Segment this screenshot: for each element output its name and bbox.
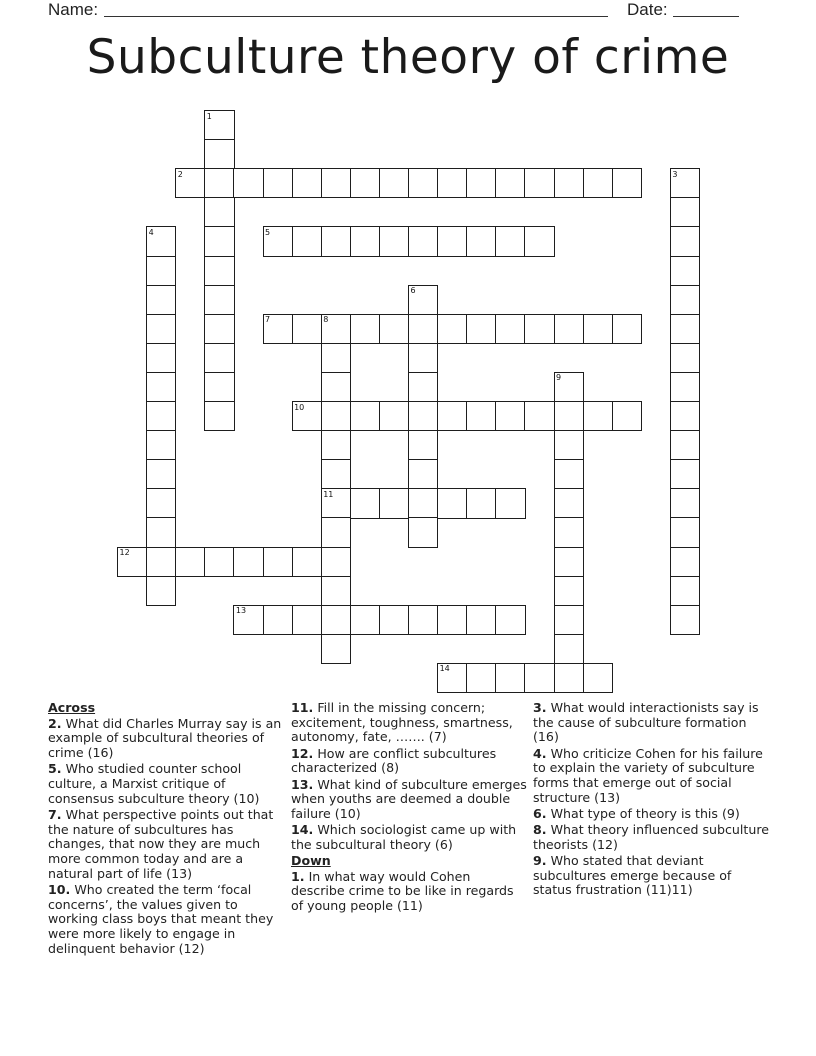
clue-across-14: 14. Which sociologist came up with the subcultural theory (6) xyxy=(291,822,517,852)
grid-cell[interactable] xyxy=(437,488,467,518)
grid-cell[interactable] xyxy=(204,343,234,373)
clue-number: 5 xyxy=(265,227,271,237)
clue-across-13: 13. What kind of subculture emerges when youths are deemed a double failure (10) xyxy=(291,776,527,821)
grid-cell[interactable] xyxy=(554,517,584,547)
grid-cell[interactable] xyxy=(233,168,263,198)
grid-cell[interactable] xyxy=(146,401,176,431)
grid-cell[interactable] xyxy=(554,634,584,664)
grid-cell[interactable] xyxy=(263,168,293,198)
grid-cell[interactable] xyxy=(146,343,176,373)
grid-cell[interactable] xyxy=(612,401,642,431)
down-heading: Down xyxy=(291,853,331,869)
grid-cell[interactable] xyxy=(437,168,467,198)
grid-cell[interactable] xyxy=(175,547,205,577)
grid-cell[interactable] xyxy=(670,459,700,489)
clue-number: 2 xyxy=(177,169,183,179)
grid-cell[interactable] xyxy=(466,401,496,431)
grid-cell[interactable] xyxy=(495,314,525,344)
grid-cell[interactable] xyxy=(204,372,234,402)
grid-cell[interactable] xyxy=(554,605,584,635)
grid-cell[interactable] xyxy=(146,488,176,518)
grid-cell[interactable] xyxy=(146,256,176,286)
grid-cell[interactable] xyxy=(612,314,642,344)
grid-cell[interactable] xyxy=(321,401,351,431)
grid-cell[interactable] xyxy=(583,168,613,198)
clue-number: 9 xyxy=(556,373,562,383)
clue-across-2: 2. What did Charles Murray say is an example of subcultural theories of crime (16) xyxy=(48,715,282,761)
page-title: Subculture theory of crime xyxy=(86,30,730,85)
grid-cell[interactable] xyxy=(583,314,613,344)
grid-cell[interactable] xyxy=(379,488,409,518)
grid-cell[interactable] xyxy=(204,168,234,198)
grid-cell[interactable] xyxy=(670,314,700,344)
grid-cell[interactable] xyxy=(495,488,525,518)
clue-number: 10 xyxy=(294,402,305,412)
grid-cell[interactable] xyxy=(146,547,176,577)
clue-number: 1 xyxy=(206,111,212,121)
grid-cell[interactable] xyxy=(408,430,438,460)
grid-cell[interactable] xyxy=(408,517,438,547)
grid-cell[interactable] xyxy=(292,547,322,577)
grid-cell[interactable] xyxy=(554,401,584,431)
grid-cell[interactable] xyxy=(466,314,496,344)
grid-cell[interactable] xyxy=(437,605,467,635)
grid-cell[interactable] xyxy=(379,226,409,256)
clue-number: 11 xyxy=(323,489,334,499)
clue-across-7: 7. What perspective points out that the nature of subcultures has changes, that now they are much more common today and are a natural part of life (13) xyxy=(48,806,274,881)
grid-cell[interactable] xyxy=(554,459,584,489)
clue-across-10: 10. Who created the term ‘focal concerns’, the values given to working class boys that meant they were more likely to engage in delinquent behavior (12) xyxy=(48,881,274,956)
clue-across-12: 12. How are conflict subcultures characterized (8) xyxy=(291,745,497,776)
grid-cell[interactable] xyxy=(670,488,700,518)
grid-cell[interactable] xyxy=(146,430,176,460)
grid-cell[interactable] xyxy=(204,197,234,227)
clue-down-3: 3. What would interactionists say is the cause of subculture formation (16) xyxy=(533,700,759,745)
grid-cell[interactable] xyxy=(670,605,700,635)
grid-cell[interactable] xyxy=(437,314,467,344)
grid-cell[interactable] xyxy=(146,314,176,344)
date-label: Date: xyxy=(627,0,668,19)
clues-column-1 xyxy=(48,701,284,958)
grid-cell[interactable] xyxy=(495,226,525,256)
grid-cell[interactable] xyxy=(292,226,322,256)
grid-cell[interactable] xyxy=(321,547,351,577)
grid-cell[interactable] xyxy=(379,168,409,198)
grid-cell[interactable] xyxy=(437,401,467,431)
grid-cell[interactable] xyxy=(670,372,700,402)
grid-cell[interactable] xyxy=(437,226,467,256)
clue-down-6: 6. What type of theory is this (9) xyxy=(533,805,740,821)
grid-cell[interactable] xyxy=(495,605,525,635)
grid-cell[interactable] xyxy=(466,605,496,635)
grid-cell[interactable] xyxy=(321,168,351,198)
grid-cell[interactable] xyxy=(204,547,234,577)
grid-cell[interactable] xyxy=(670,517,700,547)
grid-cell[interactable] xyxy=(350,226,380,256)
grid-cell[interactable] xyxy=(670,430,700,460)
grid-cell[interactable] xyxy=(408,372,438,402)
grid-cell[interactable] xyxy=(408,226,438,256)
grid-cell[interactable] xyxy=(554,488,584,518)
clue-number: 12 xyxy=(119,548,130,557)
grid-cell[interactable] xyxy=(524,168,554,198)
grid-cell[interactable] xyxy=(292,605,322,635)
clue-down-8: 8. What theory influenced subculture theorists (12) xyxy=(533,822,769,852)
grid-cell[interactable] xyxy=(554,430,584,460)
grid-cell[interactable] xyxy=(292,168,322,198)
clue-number: 7 xyxy=(265,315,271,325)
grid-cell[interactable] xyxy=(670,197,700,227)
grid-cell[interactable] xyxy=(524,226,554,256)
grid-cell[interactable] xyxy=(524,401,554,431)
grid-cell[interactable] xyxy=(321,605,351,635)
grid-cell[interactable] xyxy=(379,605,409,635)
grid-cell[interactable] xyxy=(554,314,584,344)
grid-cell[interactable] xyxy=(204,285,234,315)
across-heading: Across xyxy=(48,700,96,715)
grid-cell[interactable] xyxy=(146,285,176,315)
grid-cell[interactable] xyxy=(408,343,438,373)
grid-cell[interactable] xyxy=(263,605,293,635)
clue-down-4: 4. Who criticize Cohen for his failure to explain the variety of subculture forms that emerge out of social structure (13) xyxy=(533,745,763,805)
clue-number: 8 xyxy=(323,315,329,325)
grid-cell[interactable] xyxy=(524,314,554,344)
grid-cell[interactable] xyxy=(146,372,176,402)
clue-across-11: 11. Fill in the missing concern; excitement, toughness, smartness, autonomy, fate, ……. (7) xyxy=(291,700,513,745)
clue-number: 13 xyxy=(235,606,247,616)
grid-cell[interactable] xyxy=(379,314,409,344)
grid-cell[interactable] xyxy=(466,168,496,198)
grid-cell[interactable] xyxy=(554,576,584,606)
grid-cell[interactable] xyxy=(495,663,525,693)
clue-number: 3 xyxy=(672,169,678,179)
grid-cell[interactable] xyxy=(321,226,351,256)
grid-cell[interactable] xyxy=(321,634,351,664)
grid-cell[interactable] xyxy=(554,547,584,577)
grid-cell[interactable] xyxy=(233,547,263,577)
grid-cell[interactable] xyxy=(670,226,700,256)
grid-cell[interactable] xyxy=(204,401,234,431)
grid-cell[interactable] xyxy=(670,256,700,286)
grid-cell[interactable] xyxy=(670,576,700,606)
grid-cell[interactable] xyxy=(379,401,409,431)
grid-cell[interactable] xyxy=(670,285,700,315)
grid-cell[interactable] xyxy=(321,576,351,606)
grid-cell[interactable] xyxy=(554,168,584,198)
grid-cell[interactable] xyxy=(350,168,380,198)
grid-cell[interactable] xyxy=(263,547,293,577)
grid-cell[interactable] xyxy=(554,663,584,693)
grid-cell[interactable] xyxy=(408,314,438,344)
grid-cell[interactable] xyxy=(204,256,234,286)
grid-cell[interactable] xyxy=(495,168,525,198)
grid-cell[interactable] xyxy=(350,401,380,431)
name-label: Name: xyxy=(48,0,99,19)
grid-cell[interactable] xyxy=(146,459,176,489)
grid-cell[interactable] xyxy=(350,488,380,518)
clue-number: 14 xyxy=(439,664,450,674)
grid-cell[interactable] xyxy=(408,605,438,635)
grid-cell[interactable] xyxy=(612,168,642,198)
clue-number: 4 xyxy=(148,227,154,237)
grid-cell[interactable] xyxy=(408,459,438,489)
grid-cell[interactable] xyxy=(321,459,351,489)
grid-cell[interactable] xyxy=(204,314,234,344)
grid-cell[interactable] xyxy=(466,226,496,256)
clues-column-2 xyxy=(291,701,527,915)
grid-cell[interactable] xyxy=(408,168,438,198)
grid-cell[interactable] xyxy=(292,314,322,344)
grid-cell[interactable] xyxy=(670,343,700,373)
grid-cell[interactable] xyxy=(321,517,351,547)
grid-cell[interactable] xyxy=(204,139,234,169)
clue-across-5: 5. Who studied counter school culture, a Marxist critique of consensus subculture theory (10) xyxy=(48,761,260,806)
grid-cell[interactable] xyxy=(321,430,351,460)
grid-cell[interactable] xyxy=(204,226,234,256)
grid-cell[interactable] xyxy=(350,314,380,344)
grid-cell[interactable] xyxy=(350,605,380,635)
clue-down-1: 1. In what way would Cohen describe crime to be like in regards of young people (11) xyxy=(291,868,514,914)
clue-down-9: 9. Who stated that deviant subcultures emerge because of status frustration (11)11) xyxy=(533,853,732,898)
clue-number: 6 xyxy=(410,286,416,296)
grid-cell[interactable] xyxy=(583,663,613,693)
grid-cell[interactable] xyxy=(146,576,176,606)
grid-cell[interactable] xyxy=(583,401,613,431)
grid-cell[interactable] xyxy=(321,343,351,373)
clues-column-3 xyxy=(533,701,769,900)
grid-cell[interactable] xyxy=(670,401,700,431)
grid-cell[interactable] xyxy=(524,663,554,693)
grid-cell[interactable] xyxy=(670,547,700,577)
grid-cell[interactable] xyxy=(146,517,176,547)
grid-cell[interactable] xyxy=(466,488,496,518)
grid-cell[interactable] xyxy=(408,488,438,518)
grid-cell[interactable] xyxy=(408,401,438,431)
grid-cell[interactable] xyxy=(321,372,351,402)
grid-cell[interactable] xyxy=(466,663,496,693)
grid-cell[interactable] xyxy=(495,401,525,431)
